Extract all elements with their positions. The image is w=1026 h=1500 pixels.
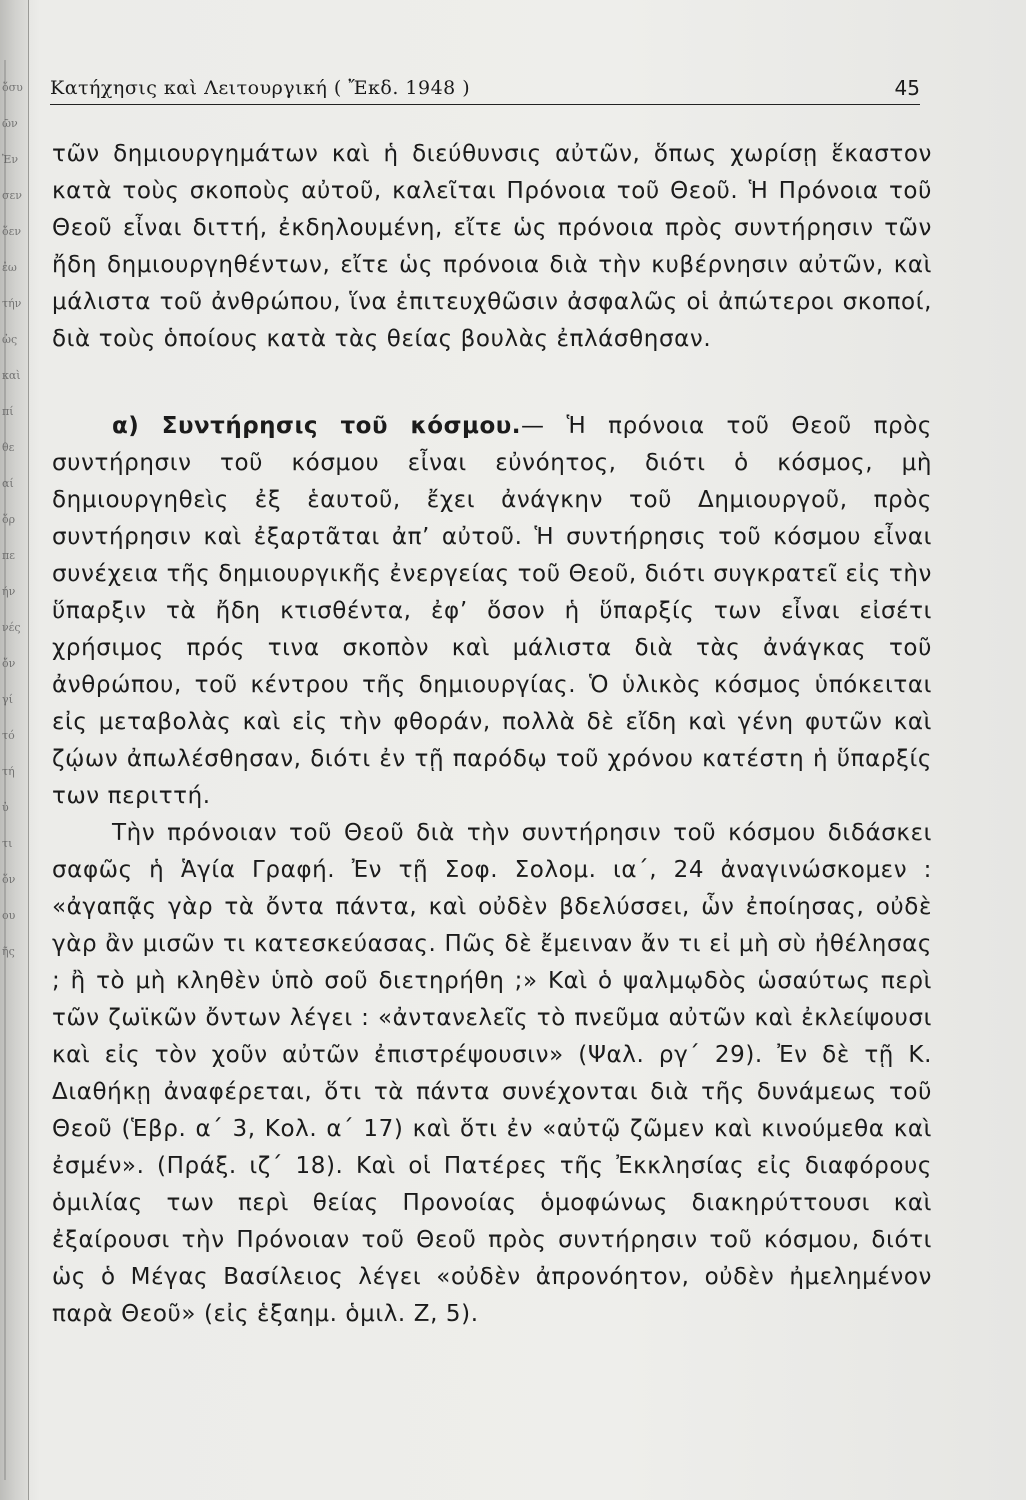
gutter-fragment: ὅσυ [2,81,23,94]
gutter-fragment: ὅν [2,873,16,886]
paragraph-preservation-text: — Ἡ πρόνοια τοῦ Θεοῦ πρὸς συντήρησιν τοῦ κόσμου εἶναι εὐνόητος, διότι ὁ κόσμος, μὴ δημιουργηθεὶς ἐξ ἑαυτοῦ, ἔχει ἀνάγκην τοῦ Δημιουργοῦ, πρὸς συντήρησιν καὶ ἐξαρτᾶται ἀπ’ αὐτοῦ. Ἡ συντήρησις τοῦ κόσμου εἶναι συνέχεια τῆς δημιουργικῆς ἐνεργείας τοῦ Θεοῦ, διότι συγκρατεῖ εἰς τὴν ὕπαρξιν τὰ ἤδη κτισθέντα, ἐφ’ ὅσον ἡ ὕπαρξίς των εἶναι εἰσέτι χρήσιμος πρός τινα σκοπὸν καὶ μάλιστα διὰ τὰς ἀνάγκας τοῦ ἀνθρώπου, τοῦ κέντρου τῆς δημιουργίας. Ὁ ὑλικὸς κόσμος ὑπόκειται εἰς μεταβολὰς καὶ εἰς τὴν φθοράν, πολλὰ δὲ εἴδη καὶ γένη φυτῶν καὶ ζῴων ἀπωλέσθησαν, διότι ἐν τῇ παρόδῳ τοῦ χρόνου κατέστη ἡ ὕπαρξίς των περιττή. [52,413,933,809]
gutter-fragment: ἐω [2,261,17,274]
gutter-fragment: τό [2,729,15,742]
gutter-fragment: καὶ [2,369,21,382]
gutter-fragment: ὄν [2,657,16,670]
running-header [50,70,920,105]
gutter-fragment: αί [2,477,14,490]
gutter-fragment: τήν [2,297,22,310]
previous-page-edge-text [2,70,28,970]
gutter-fragment: ὅεν [2,225,22,238]
gutter-fragment: ὐ [2,801,9,814]
body-text [52,136,932,1333]
gutter-fragment: ῆς [2,945,15,958]
gutter-fragment: τή [2,765,15,778]
gutter-fragment: ήν [2,585,16,598]
running-header-title: Κατήχησις καὶ Λειτουργική ( Ἔκδ. 1948 ) [50,77,471,99]
gutter-fragment: γί [2,693,13,706]
gutter-fragment: θε [2,441,15,454]
gutter-fragment: Ἐν [2,153,19,166]
gutter-fragment: ὅρ [2,513,16,526]
gutter-fragment: τι [2,837,13,850]
gutter-fragment: σεν [2,189,22,202]
paragraph-preservation [52,408,932,815]
gutter-fragment: νές [2,621,21,634]
paragraph-scripture-teaching: Τὴν πρόνοιαν τοῦ Θεοῦ διὰ τὴν συντήρησιν τοῦ κόσμου διδάσκει σαφῶς ἡ Ἁγία Γραφή. Ἐν τῇ Σοφ. Σολομ. ια΄, 24 ἀναγινώσκομεν : «ἀγαπᾷς γὰρ τὰ ὄντα πάντα, καὶ οὐδὲν βδελύσσει, ὧν ἐποίησας, οὐδὲ γὰρ ἂν μισῶν τι κατεσκεύασας. Πῶς δὲ ἔμειναν ἄν τι εἰ μὴ σὺ ἠθέλησας ; ἢ τὸ μὴ κληθὲν ὑπὸ σοῦ διετηρήθη ;» Καὶ ὁ ψαλμῳδὸς ὡσαύτως περὶ τῶν ζωϊκῶν ὄντων λέγει : «ἀντανελεῖς τὸ πνεῦμα αὐτῶν καὶ ἐκλείψουσι καὶ εἰς τὸν χοῦν αὐτῶν ἐπιστρέψουσιν» (Ψαλ. ργ΄ 29). Ἐν δὲ τῇ Κ. Διαθήκῃ ἀναφέρεται, ὅτι τὰ πάντα συνέχονται διὰ τῆς δυνάμεως τοῦ Θεοῦ (Ἑβρ. α΄ 3, Κολ. α΄ 17) καὶ ὅτι ἐν «αὐτῷ ζῶμεν καὶ κινούμεθα καὶ ἐσμέν». (Πράξ. ιζ΄ 18). Καὶ οἱ Πατέρες τῆς Ἐκκλησίας εἰς διαφόρους ὁμιλίας των περὶ θείας Προνοίας ὁμοφώνως διακηρύττουσι καὶ ἐξαίρουσι τὴν Πρόνοιαν τοῦ Θεοῦ πρὸς συντήρησιν τοῦ κόσμου, διότι ὡς ὁ Μέγας Βασίλειος λέγει «οὐδὲν ἀπρονόητον, οὐδὲν ἠμελημένον παρὰ Θεοῦ» (εἰς ἑξαημ. ὁμιλ. Ζ, 5). [52,820,932,1327]
gutter-fragment: πε [2,549,15,562]
section-heading-preservation: α) Συντήρησις τοῦ κόσμου. [112,413,522,439]
paragraph-providence-definition: τῶν δημιουργημάτων καὶ ἡ διεύθυνσις αὐτῶν, ὅπως χωρίσῃ ἕκαστον κατὰ τοὺς σκοποὺς αὐτοῦ, καλεῖται Πρόνοια τοῦ Θεοῦ. Ἡ Πρόνοια τοῦ Θεοῦ εἶναι διττή, ἐκδηλουμένη, εἴτε ὡς πρόνοια πρὸς συντήρησιν τῶν ἤδη δημιουργηθέντων, εἴτε ὡς πρόνοια διὰ τὴν κυβέρνησιν αὐτῶν, καὶ μάλιστα τοῦ ἀνθρώπου, ἵνα ἐπιτευχθῶσιν ἀσφαλῶς οἱ ἀπώτεροι σκοποί, διὰ τοὺς ὁποίους κατὰ τὰς θείας βουλὰς ἐπλάσθησαν. [52,141,932,352]
page-number: 45 [894,76,920,100]
gutter-fragment: πί [2,405,14,418]
gutter-fragment: ῶν [2,117,18,130]
gutter-fragment: ὡς [2,333,18,346]
gutter-fragment: ου [2,909,16,922]
